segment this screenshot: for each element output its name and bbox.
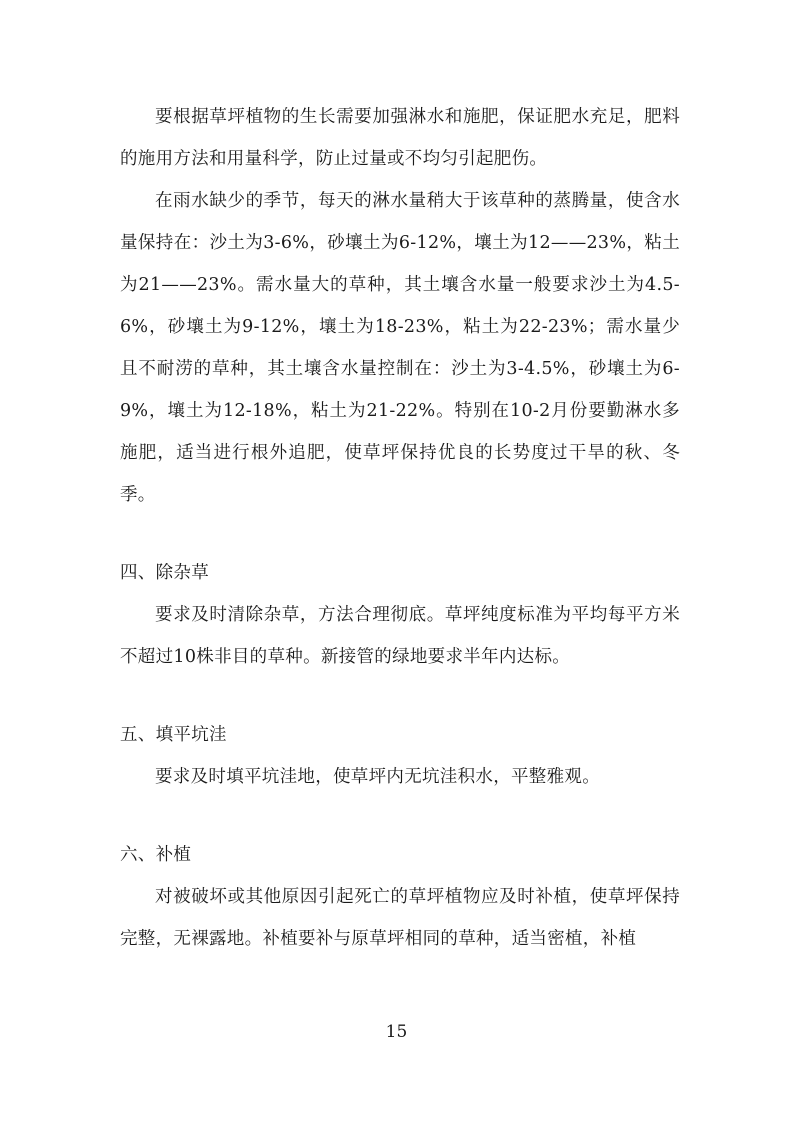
document-body (120, 96, 680, 960)
section-gap (120, 516, 680, 552)
section-heading-filling: 五、填平坑洼 (120, 725, 227, 745)
section-heading-weeding: 四、除杂草 (120, 563, 209, 583)
section-heading-replanting: 六、补植 (120, 845, 192, 865)
paragraph-fertilizing: 要根据草坪植物的生长需要加强淋水和施肥，保证肥水充足，肥料的施用方法和用量科学，防止过量或不均匀引起肥伤。 (120, 107, 680, 169)
page-number: 15 (385, 1022, 408, 1042)
section-body-weeding: 要求及时清除杂草，方法合理彻底。草坪纯度标准为平均每平方米不超过10株非目的草种。新接管的绿地要求半年内达标。 (120, 605, 680, 667)
section-body-replanting: 对被破坏或其他原因引起死亡的草坪植物应及时补植，使草坪保持完整，无裸露地。补植要补与原草坪相同的草种，适当密植，补植 (120, 887, 680, 949)
section-gap (120, 798, 680, 834)
paragraph-watering: 在雨水缺少的季节，每天的淋水量稍大于该草种的蒸腾量，使含水量保持在：沙土为3-6%，砂壤土为6-12%，壤土为12——23%，粘土为21——23%。需水量大的草种，其土壤含水量一般要求沙土为4.5-6%，砂壤土为9-12%，壤土为18-23%，粘土为22-23%；需水量少且不耐涝的草种，其土壤含水量控制在：沙土为3-4.5%，砂壤土为6-9%，壤土为12-18%，粘土为21-22%。特别在10-2月份要勤淋水多施肥，适当进行根外追肥，使草坪保持优良的长势度过干旱的秋、冬季。 (120, 191, 680, 505)
section-gap (120, 678, 680, 714)
section-body-filling: 要求及时填平坑洼地，使草坪内无坑洼积水，平整雅观。 (155, 767, 600, 787)
